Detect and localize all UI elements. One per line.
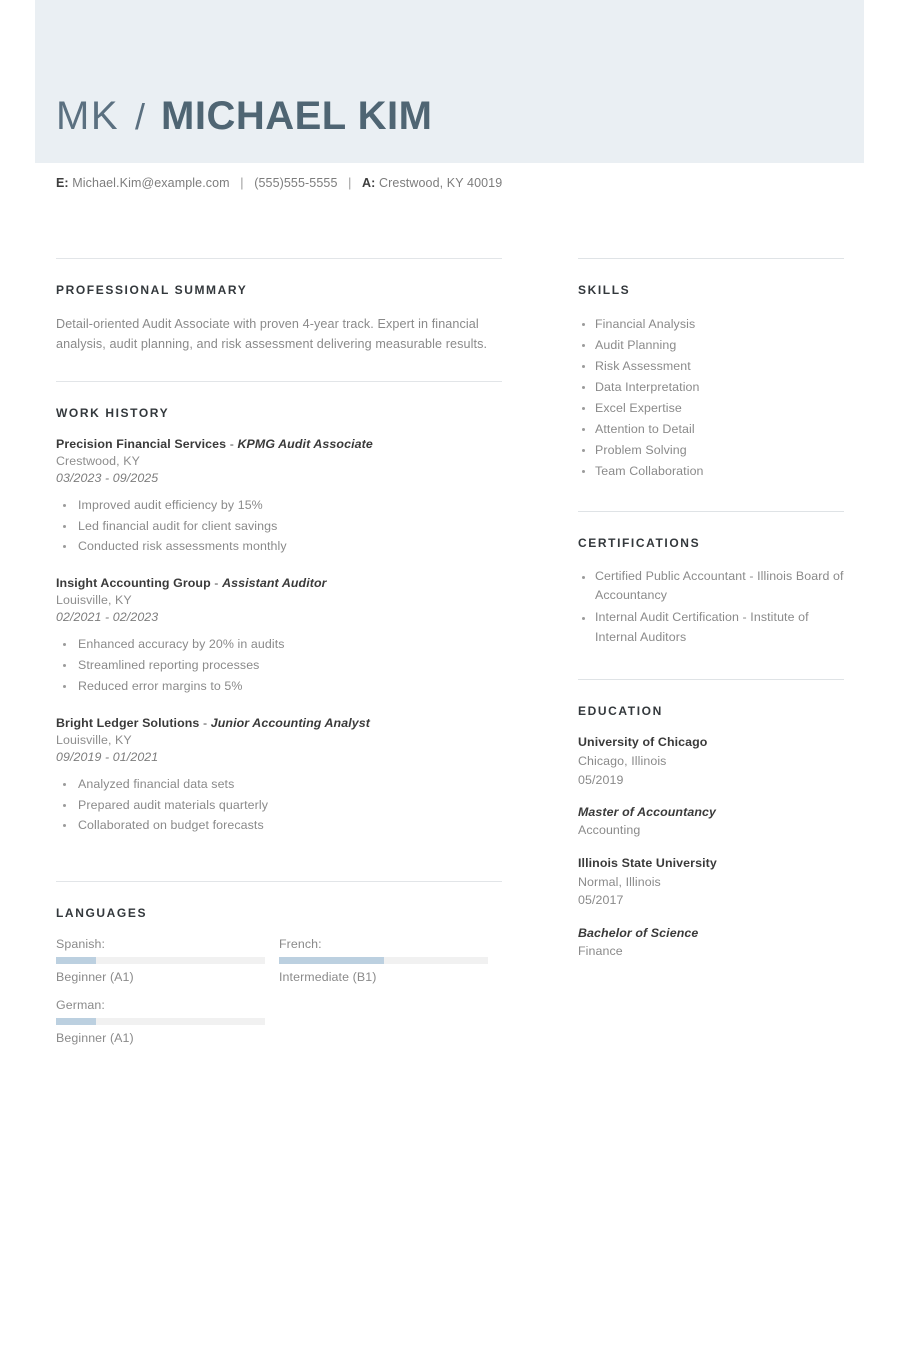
education-entry (578, 735, 844, 789)
language-level: Beginner (A1) (56, 1031, 134, 1046)
right-column (578, 258, 844, 977)
skill-item: Team Collaboration (578, 461, 844, 482)
skills-list (578, 314, 844, 482)
language-level: Intermediate (B1) (279, 970, 377, 985)
section-title-skills: SKILLS (578, 283, 631, 297)
certification-item: Internal Audit Certification - Institute of Internal Auditors (578, 608, 844, 648)
certifications-list (578, 567, 844, 648)
languages-grid (56, 937, 502, 1059)
skill-item: Audit Planning (578, 335, 844, 356)
phone-value: (555)555-5555 (254, 176, 338, 190)
work-bullet: Enhanced accuracy by 20% in audits (56, 634, 502, 655)
work-dates: 03/2023 - 09/2025 (56, 470, 159, 485)
skill-item: Data Interpretation (578, 377, 844, 398)
work-entry-heading (56, 437, 502, 451)
education-field: Accounting (578, 823, 641, 838)
language-name: French: (279, 937, 322, 952)
education-date: 05/2019 (578, 772, 624, 787)
email-label: E: (56, 176, 69, 190)
work-bullets (56, 774, 502, 836)
work-bullet: Led financial audit for client savings (56, 516, 502, 537)
contact-line (56, 176, 502, 190)
work-dash: - (210, 576, 223, 591)
language-item (279, 937, 488, 984)
divider-work-history (56, 381, 502, 382)
work-bullet: Streamlined reporting processes (56, 655, 502, 676)
language-proficiency-fill (56, 1018, 96, 1025)
education-school: University of Chicago (578, 735, 708, 749)
education-degree: Master of Accountancy (578, 805, 716, 820)
skill-item: Excel Expertise (578, 398, 844, 419)
work-entry-heading (56, 716, 502, 730)
left-column (56, 258, 502, 1059)
divider-certifications (578, 511, 844, 512)
work-entry (56, 716, 502, 836)
header-band (35, 0, 864, 163)
education-location: Chicago, Illinois (578, 754, 667, 768)
work-dash: - (226, 436, 238, 451)
language-name: German: (56, 998, 105, 1013)
name-heading (56, 96, 432, 136)
education-field: Finance (578, 944, 623, 959)
skill-item: Financial Analysis (578, 314, 844, 335)
education-entry (578, 856, 844, 910)
divider-languages (56, 881, 502, 882)
language-proficiency-fill (279, 957, 384, 964)
education-degree: Bachelor of Science (578, 926, 699, 941)
work-bullet: Improved audit efficiency by 15% (56, 495, 502, 516)
skill-item: Attention to Detail (578, 419, 844, 440)
work-company: Precision Financial Services (56, 436, 227, 451)
section-title-certifications: CERTIFICATIONS (578, 535, 701, 550)
work-role: Assistant Auditor (222, 576, 327, 591)
work-role: Junior Accounting Analyst (210, 715, 370, 730)
work-bullets (56, 495, 502, 557)
language-proficiency-bar (279, 957, 488, 964)
section-title-summary: PROFESSIONAL SUMMARY (56, 283, 248, 297)
address-value: Crestwood, KY 40019 (379, 176, 503, 190)
section-title-languages: LANGUAGES (56, 906, 148, 921)
education-school: Illinois State University (578, 855, 717, 870)
work-role: KPMG Audit Associate (237, 436, 373, 451)
skill-item: Problem Solving (578, 440, 844, 461)
language-proficiency-bar (56, 1018, 265, 1025)
section-title-education: EDUCATION (578, 704, 663, 718)
work-bullet: Analyzed financial data sets (56, 774, 502, 795)
work-bullet: Reduced error margins to 5% (56, 676, 502, 697)
language-proficiency-fill (56, 957, 96, 964)
work-location: Louisville, KY (56, 732, 132, 747)
language-item (56, 937, 265, 984)
contact-divider-1: | (240, 176, 244, 190)
education-location: Normal, Illinois (578, 874, 661, 889)
work-location: Crestwood, KY (56, 453, 140, 468)
skill-item: Risk Assessment (578, 356, 844, 377)
work-bullets (56, 634, 502, 696)
work-bullet: Collaborated on budget forecasts (56, 815, 502, 836)
work-dash: - (199, 715, 211, 730)
language-proficiency-bar (56, 957, 265, 964)
divider-education (578, 679, 844, 680)
work-location: Louisville, KY (56, 593, 132, 608)
work-dates: 09/2019 - 01/2021 (56, 749, 159, 764)
summary-text: Detail-oriented Audit Associate with proven 4-year track. Expert in financial analysis, audit planning, and risk assessment delivering measurable results. (56, 317, 488, 352)
education-date: 05/2017 (578, 893, 624, 908)
work-company: Bright Ledger Solutions (56, 715, 200, 730)
work-entry-heading (56, 576, 502, 590)
contact-divider-2: | (348, 176, 352, 190)
initials-monogram: MK (56, 94, 119, 138)
full-name: MICHAEL KIM (161, 94, 433, 138)
work-dates: 02/2021 - 02/2023 (56, 610, 159, 625)
language-level: Beginner (A1) (56, 970, 134, 985)
work-company: Insight Accounting Group (56, 576, 211, 591)
address-label: A: (362, 176, 376, 190)
language-item (56, 998, 265, 1045)
education-degree-entry (578, 926, 844, 961)
work-bullet: Conducted risk assessments monthly (56, 536, 502, 557)
email-value: Michael.Kim@example.com (72, 176, 230, 190)
education-degree-entry (578, 805, 844, 840)
divider-skills (578, 258, 844, 259)
work-entry (56, 437, 502, 557)
work-entry (56, 576, 502, 696)
divider-summary (56, 258, 502, 259)
work-bullet: Prepared audit materials quarterly (56, 795, 502, 816)
certification-item: Certified Public Accountant - Illinois Board of Accountancy (578, 567, 844, 607)
language-name: Spanish: (56, 937, 106, 952)
name-separator: / (135, 96, 146, 137)
section-title-work-history: WORK HISTORY (56, 405, 170, 420)
